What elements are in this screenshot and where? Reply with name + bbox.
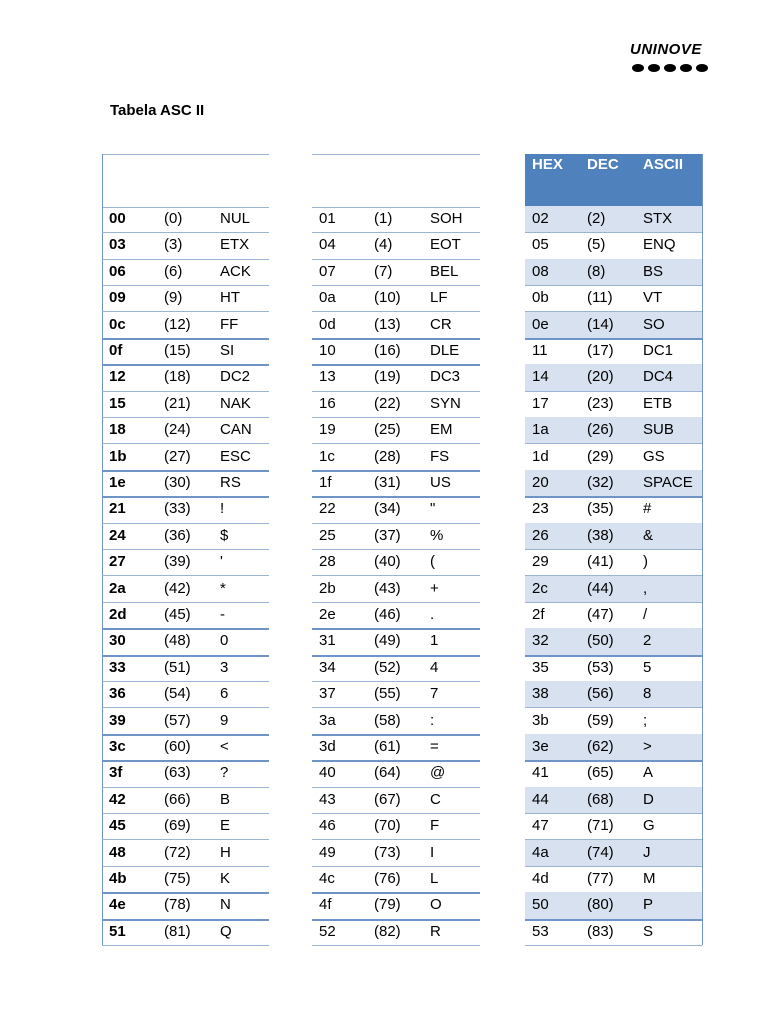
hex-cell: 4c bbox=[319, 870, 335, 887]
table-row bbox=[0, 813, 768, 839]
ascii-cell: / bbox=[643, 606, 648, 623]
ascii-cell: D bbox=[643, 790, 654, 808]
hex-cell: 49 bbox=[319, 843, 336, 861]
hex-cell: 05 bbox=[532, 236, 549, 254]
hex-cell: 26 bbox=[532, 526, 549, 544]
hex-cell: 39 bbox=[109, 711, 126, 729]
dec-cell: (34) bbox=[374, 500, 401, 518]
table-row bbox=[0, 655, 768, 681]
hex-cell: 3d bbox=[319, 738, 336, 755]
dec-cell: (71) bbox=[587, 817, 614, 835]
ascii-cell: CR bbox=[430, 315, 452, 333]
hex-cell: 2a bbox=[109, 579, 126, 597]
dec-cell: (20) bbox=[587, 368, 614, 386]
hex-cell: 12 bbox=[109, 368, 126, 386]
dec-cell: (46) bbox=[374, 606, 401, 623]
hex-cell: 3b bbox=[532, 711, 549, 729]
dec-cell: (48) bbox=[164, 632, 191, 650]
ascii-cell: ESC bbox=[220, 447, 251, 465]
ascii-cell: ETB bbox=[643, 394, 673, 412]
ascii-cell: K bbox=[220, 870, 231, 887]
table-row bbox=[0, 734, 768, 760]
hex-cell: 48 bbox=[109, 843, 126, 861]
dec-cell: (30) bbox=[164, 474, 191, 491]
dec-cell: (53) bbox=[587, 658, 614, 676]
dec-cell: (15) bbox=[164, 342, 191, 359]
hex-cell: 51 bbox=[109, 922, 126, 940]
ascii-cell: EM bbox=[430, 421, 453, 439]
hex-cell: 14 bbox=[532, 368, 549, 386]
dec-cell: (5) bbox=[587, 236, 606, 254]
logo-dots-icon bbox=[632, 59, 712, 69]
table-row bbox=[0, 232, 768, 258]
hex-cell: 38 bbox=[532, 685, 549, 703]
ascii-cell: 5 bbox=[643, 658, 652, 676]
table-row bbox=[0, 866, 768, 892]
hex-cell: 1b bbox=[109, 447, 127, 465]
hex-cell: 47 bbox=[532, 817, 549, 835]
dec-cell: (10) bbox=[374, 289, 401, 307]
dec-cell: (23) bbox=[587, 394, 614, 412]
dec-cell: (69) bbox=[164, 817, 191, 835]
hex-cell: 53 bbox=[532, 922, 549, 940]
ascii-cell: 6 bbox=[220, 685, 229, 703]
table-cell-group bbox=[525, 259, 702, 286]
dec-cell: (24) bbox=[164, 421, 191, 439]
dec-cell: (58) bbox=[374, 711, 401, 729]
ascii-cell: SPACE bbox=[643, 474, 693, 491]
ascii-cell: NUL bbox=[220, 210, 251, 227]
table-row bbox=[0, 470, 768, 496]
ascii-cell: " bbox=[430, 500, 436, 518]
ascii-cell: ) bbox=[643, 553, 648, 571]
table-row bbox=[0, 787, 768, 813]
ascii-cell: ' bbox=[220, 553, 223, 571]
hex-cell: 0d bbox=[319, 315, 336, 333]
hex-cell: 2b bbox=[319, 579, 336, 597]
table-row bbox=[0, 312, 768, 338]
ascii-cell: 8 bbox=[643, 685, 652, 703]
table-row bbox=[0, 444, 768, 470]
hex-cell: 03 bbox=[109, 236, 126, 254]
ascii-cell: 1 bbox=[430, 632, 439, 650]
table-header-block-2 bbox=[312, 154, 480, 208]
dec-cell: (70) bbox=[374, 817, 401, 835]
dec-cell: (35) bbox=[587, 500, 614, 518]
dec-cell: (17) bbox=[587, 342, 614, 359]
ascii-cell: SOH bbox=[430, 210, 463, 227]
dec-cell: (39) bbox=[164, 553, 191, 571]
table-row bbox=[0, 576, 768, 602]
dec-cell: (19) bbox=[374, 368, 401, 386]
dec-cell: (33) bbox=[164, 500, 191, 518]
hex-cell: 32 bbox=[532, 632, 549, 650]
dec-cell: (0) bbox=[164, 210, 183, 227]
table-row bbox=[0, 417, 768, 443]
table-row bbox=[0, 338, 768, 364]
ascii-cell: DC3 bbox=[430, 368, 461, 386]
header-dec: DEC bbox=[587, 156, 619, 173]
hex-cell: 4a bbox=[532, 843, 549, 861]
hex-cell: 3f bbox=[109, 764, 123, 782]
uninove-logo bbox=[630, 42, 712, 72]
ascii-cell: 4 bbox=[430, 658, 439, 676]
dec-cell: (8) bbox=[587, 262, 606, 280]
ascii-cell: US bbox=[430, 474, 451, 491]
ascii-cell: L bbox=[430, 870, 439, 887]
hex-cell: 43 bbox=[319, 790, 336, 808]
dec-cell: (43) bbox=[374, 579, 401, 597]
hex-cell: 16 bbox=[319, 394, 336, 412]
hex-cell: 1a bbox=[532, 421, 549, 439]
dec-cell: (61) bbox=[374, 738, 401, 755]
ascii-cell: 0 bbox=[220, 632, 229, 650]
ascii-cell: DLE bbox=[430, 342, 460, 359]
hex-cell: 22 bbox=[319, 500, 336, 518]
dec-cell: (80) bbox=[587, 896, 614, 914]
hex-cell: 36 bbox=[109, 685, 126, 703]
dec-cell: (27) bbox=[164, 447, 191, 465]
hex-cell: 2c bbox=[532, 579, 548, 597]
ascii-cell: BEL bbox=[430, 262, 459, 280]
ascii-cell: ; bbox=[643, 711, 648, 729]
ascii-cell: J bbox=[643, 843, 651, 861]
ascii-cell: . bbox=[430, 606, 435, 623]
dec-cell: (75) bbox=[164, 870, 191, 887]
hex-cell: 50 bbox=[532, 896, 549, 914]
hex-cell: 4e bbox=[109, 896, 126, 914]
hex-cell: 24 bbox=[109, 526, 126, 544]
ascii-cell: $ bbox=[220, 526, 229, 544]
ascii-cell: FS bbox=[430, 447, 450, 465]
table-row bbox=[0, 259, 768, 285]
dec-cell: (82) bbox=[374, 922, 401, 940]
hex-cell: 0a bbox=[319, 289, 336, 307]
ascii-cell: + bbox=[430, 579, 439, 597]
dec-cell: (81) bbox=[164, 922, 191, 940]
ascii-cell: H bbox=[220, 843, 231, 861]
dec-cell: (79) bbox=[374, 896, 401, 914]
hex-cell: 0e bbox=[532, 315, 549, 333]
hex-cell: 31 bbox=[319, 632, 336, 650]
dec-cell: (21) bbox=[164, 394, 191, 412]
ascii-cell: EOT bbox=[430, 236, 461, 254]
hex-cell: 01 bbox=[319, 210, 336, 227]
ascii-cell: P bbox=[643, 896, 654, 914]
ascii-cell: C bbox=[430, 790, 441, 808]
dec-cell: (47) bbox=[587, 606, 614, 623]
dec-cell: (57) bbox=[164, 711, 191, 729]
dec-cell: (55) bbox=[374, 685, 401, 703]
hex-cell: 30 bbox=[109, 632, 126, 650]
dec-cell: (51) bbox=[164, 658, 191, 676]
header-ascii: ASCII bbox=[643, 156, 684, 173]
ascii-cell: = bbox=[430, 738, 439, 755]
table-row bbox=[0, 602, 768, 628]
dec-cell: (66) bbox=[164, 790, 191, 808]
hex-cell: 27 bbox=[109, 553, 126, 571]
hex-cell: 2d bbox=[109, 606, 127, 623]
hex-cell: 2e bbox=[319, 606, 336, 623]
dec-cell: (26) bbox=[587, 421, 614, 439]
hex-cell: 06 bbox=[109, 262, 126, 280]
ascii-cell: * bbox=[220, 579, 226, 597]
hex-cell: 4b bbox=[109, 870, 127, 887]
hex-cell: 29 bbox=[532, 553, 549, 571]
table-header-block-3 bbox=[525, 154, 702, 206]
table-cell-group bbox=[525, 285, 702, 312]
ascii-cell: @ bbox=[430, 764, 446, 782]
ascii-cell: N bbox=[220, 896, 231, 914]
hex-cell: 19 bbox=[319, 421, 336, 439]
ascii-cell: ? bbox=[220, 764, 229, 782]
dec-cell: (40) bbox=[374, 553, 401, 571]
table-row bbox=[0, 760, 768, 786]
dec-cell: (67) bbox=[374, 790, 401, 808]
ascii-cell: VT bbox=[643, 289, 663, 307]
ascii-cell: R bbox=[430, 922, 441, 940]
ascii-cell: E bbox=[220, 817, 231, 835]
hex-cell: 41 bbox=[532, 764, 549, 782]
dec-cell: (29) bbox=[587, 447, 614, 465]
table-row bbox=[0, 681, 768, 707]
dec-cell: (16) bbox=[374, 342, 401, 359]
hex-cell: 21 bbox=[109, 500, 126, 518]
hex-cell: 34 bbox=[319, 658, 336, 676]
hex-cell: 09 bbox=[109, 289, 126, 307]
dec-cell: (45) bbox=[164, 606, 191, 623]
dec-cell: (56) bbox=[587, 685, 614, 703]
dec-cell: (25) bbox=[374, 421, 401, 439]
ascii-cell: FF bbox=[220, 315, 239, 333]
hex-cell: 25 bbox=[319, 526, 336, 544]
hex-cell: 02 bbox=[532, 210, 549, 227]
table-cell-group bbox=[525, 206, 702, 233]
ascii-cell: F bbox=[430, 817, 440, 835]
dec-cell: (76) bbox=[374, 870, 401, 887]
ascii-cell: HT bbox=[220, 289, 240, 307]
hex-cell: 33 bbox=[109, 658, 126, 676]
table-row bbox=[0, 285, 768, 311]
hex-cell: 1d bbox=[532, 447, 549, 465]
hex-cell: 52 bbox=[319, 922, 336, 940]
hex-cell: 15 bbox=[109, 394, 126, 412]
table-row bbox=[0, 892, 768, 918]
hex-cell: 18 bbox=[109, 421, 126, 439]
table-row bbox=[0, 549, 768, 575]
dec-cell: (22) bbox=[374, 394, 401, 412]
dec-cell: (54) bbox=[164, 685, 191, 703]
dec-cell: (31) bbox=[374, 474, 401, 491]
hex-cell: 1e bbox=[109, 474, 126, 491]
dec-cell: (65) bbox=[587, 764, 614, 782]
ascii-cell: STX bbox=[643, 210, 673, 227]
ascii-cell: I bbox=[430, 843, 435, 861]
ascii-cell: 2 bbox=[643, 632, 652, 650]
hex-cell: 0f bbox=[109, 342, 123, 359]
table-row bbox=[0, 364, 768, 390]
table-cell-group bbox=[102, 285, 269, 312]
ascii-cell: # bbox=[643, 500, 652, 518]
dec-cell: (18) bbox=[164, 368, 191, 386]
dec-cell: (74) bbox=[587, 843, 614, 861]
dec-cell: (14) bbox=[587, 315, 614, 333]
dec-cell: (37) bbox=[374, 526, 401, 544]
ascii-cell: SYN bbox=[430, 394, 461, 412]
dec-cell: (83) bbox=[587, 922, 614, 940]
ascii-cell: NAK bbox=[220, 394, 251, 412]
ascii-cell: : bbox=[430, 711, 435, 729]
hex-cell: 2f bbox=[532, 606, 545, 623]
ascii-cell: 3 bbox=[220, 658, 229, 676]
dec-cell: (44) bbox=[587, 579, 614, 597]
dec-cell: (3) bbox=[164, 236, 183, 254]
hex-cell: 07 bbox=[319, 262, 336, 280]
hex-cell: 4d bbox=[532, 870, 549, 887]
ascii-cell: G bbox=[643, 817, 655, 835]
header-hex: HEX bbox=[532, 156, 563, 173]
ascii-cell: - bbox=[220, 606, 225, 623]
table-row bbox=[0, 708, 768, 734]
hex-cell: 04 bbox=[319, 236, 336, 254]
dec-cell: (78) bbox=[164, 896, 191, 914]
hex-cell: 3a bbox=[319, 711, 336, 729]
dec-cell: (38) bbox=[587, 526, 614, 544]
dec-cell: (36) bbox=[164, 526, 191, 544]
dec-cell: (13) bbox=[374, 315, 401, 333]
dec-cell: (59) bbox=[587, 711, 614, 729]
ascii-cell: A bbox=[643, 764, 654, 782]
dec-cell: (68) bbox=[587, 790, 614, 808]
table-row bbox=[0, 919, 768, 945]
dec-cell: (64) bbox=[374, 764, 401, 782]
ascii-cell: SI bbox=[220, 342, 235, 359]
table-row bbox=[0, 206, 768, 232]
ascii-cell: DC4 bbox=[643, 368, 674, 386]
hex-cell: 37 bbox=[319, 685, 336, 703]
dec-cell: (49) bbox=[374, 632, 401, 650]
dec-cell: (50) bbox=[587, 632, 614, 650]
ascii-cell: GS bbox=[643, 447, 665, 465]
ascii-cell: Q bbox=[220, 922, 232, 940]
hex-cell: 10 bbox=[319, 342, 336, 359]
ascii-cell: ENQ bbox=[643, 236, 676, 254]
ascii-cell: ETX bbox=[220, 236, 250, 254]
dec-cell: (4) bbox=[374, 236, 393, 254]
table-row bbox=[0, 628, 768, 654]
hex-cell: 46 bbox=[319, 817, 336, 835]
hex-cell: 20 bbox=[532, 474, 549, 491]
dec-cell: (52) bbox=[374, 658, 401, 676]
ascii-cell: SUB bbox=[643, 421, 674, 439]
hex-cell: 13 bbox=[319, 368, 336, 386]
ascii-cell: ! bbox=[220, 500, 225, 518]
ascii-cell: CAN bbox=[220, 421, 252, 439]
ascii-cell: ACK bbox=[220, 262, 251, 280]
ascii-cell: > bbox=[643, 738, 652, 755]
ascii-cell: SO bbox=[643, 315, 665, 333]
dec-cell: (77) bbox=[587, 870, 614, 887]
table-row bbox=[0, 840, 768, 866]
ascii-cell: B bbox=[220, 790, 231, 808]
ascii-cell: RS bbox=[220, 474, 241, 491]
ascii-cell: & bbox=[643, 526, 654, 544]
ascii-cell: LF bbox=[430, 289, 448, 307]
hex-cell: 1f bbox=[319, 474, 332, 491]
ascii-cell: ( bbox=[430, 553, 435, 571]
ascii-cell: < bbox=[220, 738, 229, 755]
hex-cell: 23 bbox=[532, 500, 549, 518]
dec-cell: (72) bbox=[164, 843, 191, 861]
hex-cell: 1c bbox=[319, 447, 335, 465]
dec-cell: (11) bbox=[587, 289, 613, 307]
table-header-block-1 bbox=[102, 154, 269, 208]
hex-cell: 11 bbox=[532, 342, 548, 359]
hex-cell: 44 bbox=[532, 790, 549, 808]
hex-cell: 3e bbox=[532, 738, 549, 755]
dec-cell: (9) bbox=[164, 289, 183, 307]
ascii-cell: O bbox=[430, 896, 442, 914]
dec-cell: (7) bbox=[374, 262, 393, 280]
dec-cell: (1) bbox=[374, 210, 393, 227]
dec-cell: (73) bbox=[374, 843, 401, 861]
hex-cell: 28 bbox=[319, 553, 336, 571]
hex-cell: 0b bbox=[532, 289, 549, 307]
hex-cell: 17 bbox=[532, 394, 549, 412]
hex-cell: 08 bbox=[532, 262, 549, 280]
dec-cell: (6) bbox=[164, 262, 183, 280]
ascii-cell: 9 bbox=[220, 711, 229, 729]
ascii-cell: BS bbox=[643, 262, 664, 280]
hex-cell: 42 bbox=[109, 790, 126, 808]
dec-cell: (41) bbox=[587, 553, 614, 571]
hex-cell: 35 bbox=[532, 658, 549, 676]
table-row bbox=[0, 391, 768, 417]
dec-cell: (42) bbox=[164, 579, 191, 597]
ascii-cell: DC2 bbox=[220, 368, 251, 386]
dec-cell: (60) bbox=[164, 738, 191, 755]
ascii-cell: , bbox=[643, 579, 648, 597]
hex-cell: 40 bbox=[319, 764, 336, 782]
dec-cell: (12) bbox=[164, 315, 191, 333]
logo-wordmark: UNINOVE bbox=[630, 41, 702, 58]
hex-cell: 00 bbox=[109, 210, 126, 227]
dec-cell: (32) bbox=[587, 474, 614, 491]
ascii-cell: S bbox=[643, 922, 654, 940]
hex-cell: 3c bbox=[109, 738, 126, 755]
ascii-cell: DC1 bbox=[643, 342, 674, 359]
hex-cell: 4f bbox=[319, 896, 332, 914]
dec-cell: (2) bbox=[587, 210, 606, 227]
ascii-cell: M bbox=[643, 870, 656, 887]
ascii-cell: 7 bbox=[430, 685, 439, 703]
hex-cell: 0c bbox=[109, 315, 126, 333]
dec-cell: (63) bbox=[164, 764, 191, 782]
dec-cell: (28) bbox=[374, 447, 401, 465]
ascii-cell: % bbox=[430, 526, 444, 544]
hex-cell: 45 bbox=[109, 817, 126, 835]
dec-cell: (62) bbox=[587, 738, 614, 755]
page-title: Tabela ASC II bbox=[110, 102, 205, 119]
table-row bbox=[0, 496, 768, 522]
table-row bbox=[0, 523, 768, 549]
